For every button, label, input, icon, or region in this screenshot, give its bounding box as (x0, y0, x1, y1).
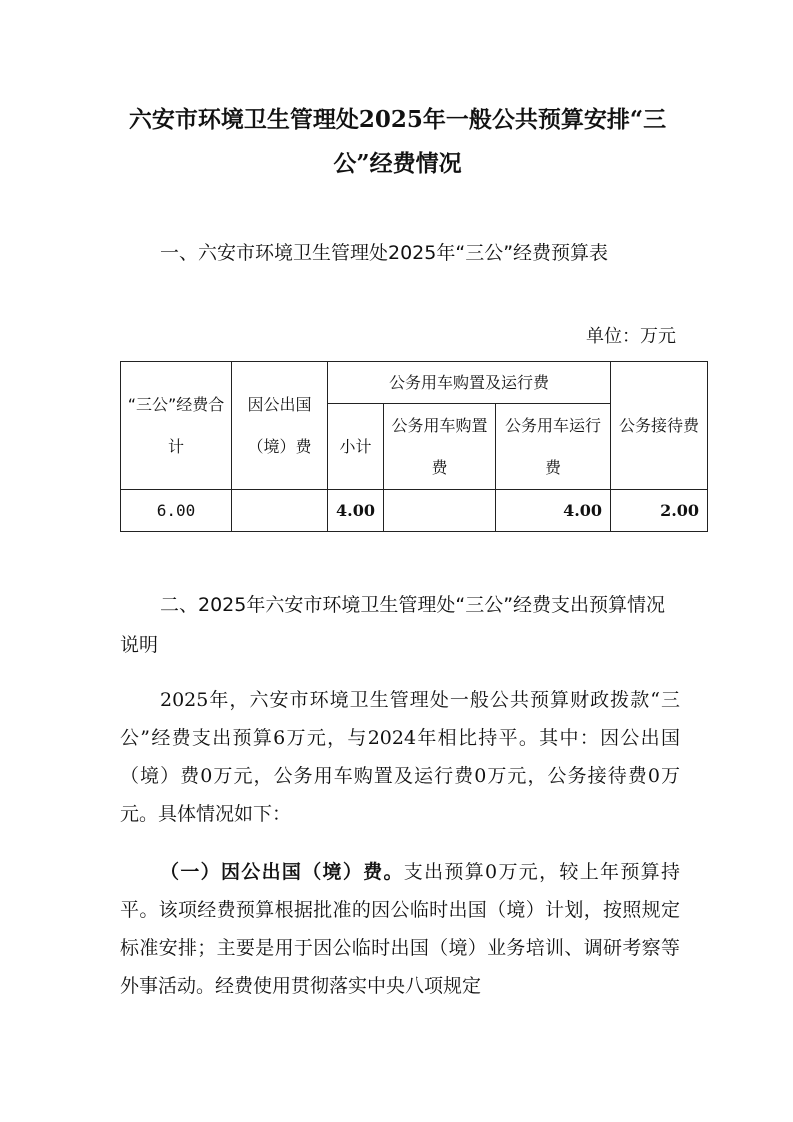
table-header-row-1 (121, 362, 708, 404)
header-vehicle-purchase: 公务用车购置费 (384, 404, 496, 490)
document-title: 六安市环境卫生管理处2025年一般公共预算安排“三公”经费情况 (128, 106, 667, 177)
section-2-heading: 二、2025年六安市环境卫生管理处“三公”经费支出预算情况说明 (120, 594, 666, 656)
unit-label: 单位：万元 (586, 326, 676, 347)
paragraph-summary: 2025年，六安市环境卫生管理处一般公共预算财政拨款“三公”经费支出预算6万元，与2024年相比持平。其中：因公出国（境）费0万元，公务用车购置及运行费0万元，公务接待费0万元。具体情况如下： (120, 689, 680, 825)
header-vehicle-operation: 公务用车运行费 (496, 404, 611, 490)
cell-total: 6.00 (121, 490, 232, 532)
header-total: “三公”经费合计 (121, 362, 232, 490)
paragraph-abroad-lead: （一）因公出国（境）费。 (160, 861, 404, 883)
cell-vehicle-purchase (384, 490, 496, 532)
cell-reception: 2.00 (611, 490, 708, 532)
header-subtotal: 小计 (328, 404, 384, 490)
section-1-heading: 一、六安市环境卫生管理处2025年“三公”经费预算表 (160, 242, 609, 264)
cell-subtotal: 4.00 (328, 490, 384, 532)
table-row (121, 490, 708, 532)
cell-abroad (232, 490, 328, 532)
paragraph-abroad-body: 支出预算0万元，较上年预算持平。该项经费预算根据批准的因公临时出国（境）计划，按照规定标准安排；主要是用于因公临时出国（境）业务培训、调研考察等外事活动。经费使用贯彻落实中央八项规定 (120, 861, 680, 997)
paragraph-abroad (120, 853, 680, 1005)
cell-vehicle-operation: 4.00 (496, 490, 611, 532)
header-vehicle-group: 公务用车购置及运行费 (328, 362, 611, 404)
budget-table (120, 361, 708, 532)
header-abroad: 因公出国（境）费 (232, 362, 328, 490)
header-reception: 公务接待费 (611, 362, 708, 490)
